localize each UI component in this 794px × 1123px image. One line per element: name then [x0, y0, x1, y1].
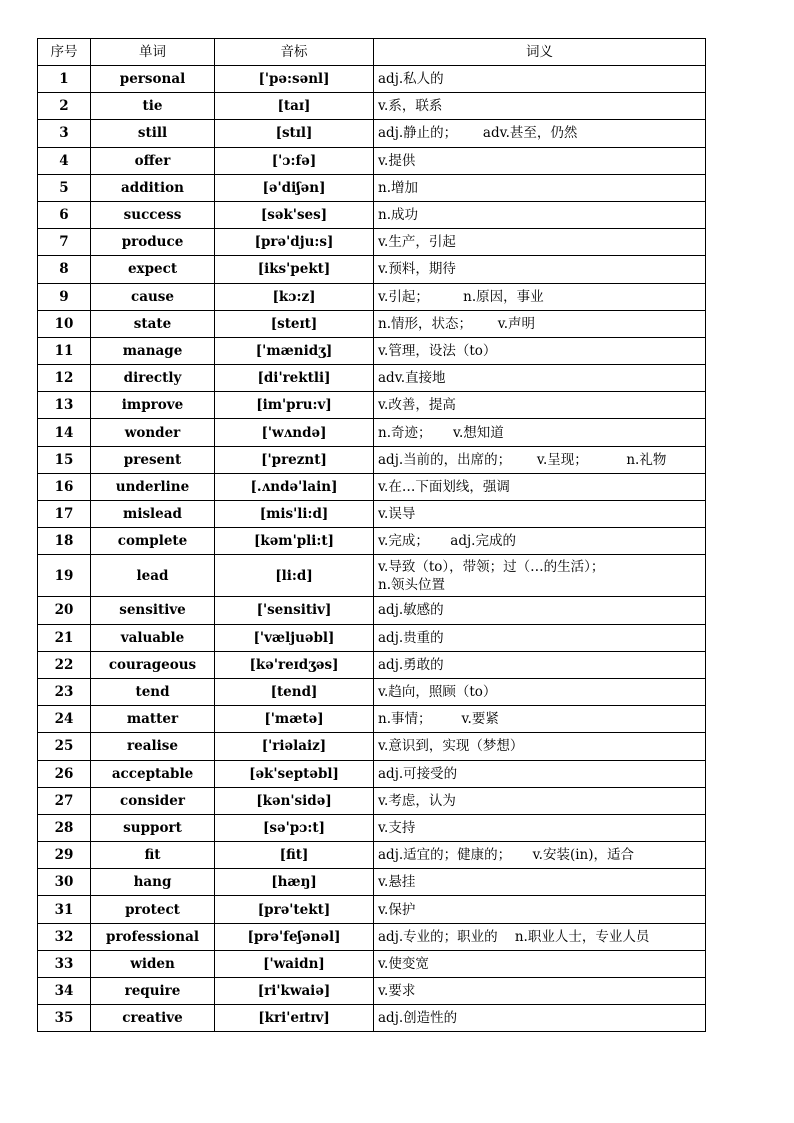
row-word: present	[91, 446, 215, 473]
row-meaning	[374, 93, 706, 120]
row-word: still	[91, 120, 215, 147]
row-word: require	[91, 978, 215, 1005]
meaning-line: v.系，联系	[378, 98, 443, 115]
row-phonetic: [kə'reɪdʒəs]	[215, 651, 374, 678]
row-index: 26	[38, 760, 91, 787]
row-index: 23	[38, 678, 91, 705]
table-row	[38, 120, 706, 147]
meaning-line: v.要求	[378, 983, 416, 1000]
meaning-line: n.事情； v.要紧	[378, 711, 499, 728]
meaning-line: v.提供	[378, 152, 416, 169]
row-word: valuable	[91, 624, 215, 651]
row-word: wonder	[91, 419, 215, 446]
table-row	[38, 950, 706, 977]
meaning-line: adj.创造性的	[378, 1010, 458, 1027]
row-phonetic: [taɪ]	[215, 93, 374, 120]
table-row	[38, 787, 706, 814]
meaning-line: adj.专业的；职业的 n.职业人士，专业人员	[378, 928, 650, 945]
row-meaning	[374, 706, 706, 733]
row-word: directly	[91, 365, 215, 392]
row-word: sensitive	[91, 597, 215, 624]
row-phonetic: [sə'pɔ:t]	[215, 814, 374, 841]
row-meaning	[374, 950, 706, 977]
row-phonetic: [ə'diʃən]	[215, 174, 374, 201]
row-meaning	[374, 555, 706, 597]
row-word: realise	[91, 733, 215, 760]
row-meaning	[374, 337, 706, 364]
row-phonetic: ['wʌndə]	[215, 419, 374, 446]
row-word: widen	[91, 950, 215, 977]
table-row	[38, 528, 706, 555]
row-word: cause	[91, 283, 215, 310]
row-index: 27	[38, 787, 91, 814]
row-index: 18	[38, 528, 91, 555]
row-phonetic: [steɪt]	[215, 310, 374, 337]
row-meaning	[374, 896, 706, 923]
table-body	[38, 66, 706, 1032]
row-phonetic: ['waidn]	[215, 950, 374, 977]
row-word: mislead	[91, 501, 215, 528]
header-meaning: 词义	[374, 39, 706, 66]
row-meaning	[374, 174, 706, 201]
table-row	[38, 501, 706, 528]
table-row	[38, 869, 706, 896]
meaning-line: n.增加	[378, 179, 418, 196]
row-word: creative	[91, 1005, 215, 1032]
table-row	[38, 229, 706, 256]
meaning-line: v.考虑，认为	[378, 792, 456, 809]
meaning-line: v.使变宽	[378, 955, 429, 972]
row-meaning	[374, 842, 706, 869]
row-meaning	[374, 473, 706, 500]
table-row	[38, 624, 706, 651]
row-meaning	[374, 283, 706, 310]
row-index: 7	[38, 229, 91, 256]
table-row	[38, 446, 706, 473]
meaning-line: adj.适宜的；健康的； v.安装(in)，适合	[378, 847, 634, 864]
row-phonetic: ['mætə]	[215, 706, 374, 733]
row-phonetic: [ri'kwaiə]	[215, 978, 374, 1005]
row-meaning	[374, 147, 706, 174]
table-row	[38, 555, 706, 597]
row-meaning	[374, 978, 706, 1005]
meaning-line: n.奇迹； v.想知道	[378, 424, 504, 441]
row-index: 3	[38, 120, 91, 147]
row-phonetic: ['preznt]	[215, 446, 374, 473]
table-row	[38, 337, 706, 364]
table-row	[38, 256, 706, 283]
table-row	[38, 978, 706, 1005]
row-meaning	[374, 446, 706, 473]
row-word: manage	[91, 337, 215, 364]
row-word: underline	[91, 473, 215, 500]
row-phonetic: [li:d]	[215, 555, 374, 597]
meaning-line: adj.可接受的	[378, 765, 458, 782]
row-word: matter	[91, 706, 215, 733]
row-meaning	[374, 923, 706, 950]
row-index: 35	[38, 1005, 91, 1032]
row-meaning	[374, 1005, 706, 1032]
row-index: 25	[38, 733, 91, 760]
meaning-line: adj.私人的	[378, 71, 444, 88]
row-phonetic: [kɔ:z]	[215, 283, 374, 310]
row-meaning	[374, 787, 706, 814]
row-meaning	[374, 733, 706, 760]
row-meaning	[374, 365, 706, 392]
vocabulary-table	[37, 38, 706, 1032]
row-phonetic: [stɪl]	[215, 120, 374, 147]
meaning-line: v.引起； n.原因，事业	[378, 288, 544, 305]
row-phonetic: ['mænidʒ]	[215, 337, 374, 364]
row-index: 13	[38, 392, 91, 419]
row-index: 32	[38, 923, 91, 950]
row-phonetic: [prə'feʃənəl]	[215, 923, 374, 950]
row-index: 29	[38, 842, 91, 869]
row-index: 30	[38, 869, 91, 896]
row-word: produce	[91, 229, 215, 256]
meaning-line: v.生产，引起	[378, 234, 456, 251]
row-phonetic: [.ʌndə'lain]	[215, 473, 374, 500]
row-word: support	[91, 814, 215, 841]
table-row	[38, 174, 706, 201]
meaning-line: adj.静止的； adv.甚至，仍然	[378, 125, 578, 142]
row-word: fit	[91, 842, 215, 869]
row-meaning	[374, 392, 706, 419]
meaning-line: adj.勇敢的	[378, 656, 444, 673]
table-row	[38, 283, 706, 310]
row-index: 1	[38, 66, 91, 93]
row-index: 31	[38, 896, 91, 923]
meaning-line: v.悬挂	[378, 874, 416, 891]
row-index: 33	[38, 950, 91, 977]
table-row	[38, 597, 706, 624]
row-word: expect	[91, 256, 215, 283]
row-word: tend	[91, 678, 215, 705]
meaning-line: adj.当前的，出席的； v.呈现； n.礼物	[378, 451, 667, 468]
meaning-line: v.误导	[378, 506, 416, 523]
meaning-line: v.趋向，照顾（to）	[378, 684, 497, 701]
row-meaning	[374, 201, 706, 228]
table-row	[38, 147, 706, 174]
row-meaning	[374, 651, 706, 678]
row-meaning	[374, 310, 706, 337]
row-meaning	[374, 229, 706, 256]
row-word: success	[91, 201, 215, 228]
table-row	[38, 896, 706, 923]
meaning-line: v.管理，设法（to）	[378, 342, 497, 359]
row-word: improve	[91, 392, 215, 419]
row-word: personal	[91, 66, 215, 93]
row-index: 16	[38, 473, 91, 500]
table-row	[38, 814, 706, 841]
row-word: lead	[91, 555, 215, 597]
meaning-line: v.保护	[378, 901, 416, 918]
row-phonetic: ['pə:sənl]	[215, 66, 374, 93]
row-phonetic: ['riəlaiz]	[215, 733, 374, 760]
table-row	[38, 419, 706, 446]
row-phonetic: [di'rektli]	[215, 365, 374, 392]
table-row	[38, 760, 706, 787]
meaning-line: adj.敏感的	[378, 602, 444, 619]
table-row	[38, 842, 706, 869]
row-index: 4	[38, 147, 91, 174]
row-index: 34	[38, 978, 91, 1005]
row-phonetic: ['væljuəbl]	[215, 624, 374, 651]
table-row	[38, 365, 706, 392]
row-meaning	[374, 814, 706, 841]
row-index: 12	[38, 365, 91, 392]
row-index: 20	[38, 597, 91, 624]
row-index: 11	[38, 337, 91, 364]
meaning-line: n.成功	[378, 207, 418, 224]
row-word: addition	[91, 174, 215, 201]
row-word: state	[91, 310, 215, 337]
row-word: professional	[91, 923, 215, 950]
table-row	[38, 651, 706, 678]
row-meaning	[374, 597, 706, 624]
row-index: 22	[38, 651, 91, 678]
table-row	[38, 733, 706, 760]
row-phonetic: [tend]	[215, 678, 374, 705]
row-meaning	[374, 419, 706, 446]
row-phonetic: [ək'septəbl]	[215, 760, 374, 787]
row-meaning	[374, 66, 706, 93]
table-row	[38, 473, 706, 500]
table-row	[38, 310, 706, 337]
header-phonetic: 音标	[215, 39, 374, 66]
row-phonetic: [prə'dju:s]	[215, 229, 374, 256]
row-index: 17	[38, 501, 91, 528]
meaning-line: adj.贵重的	[378, 629, 444, 646]
row-meaning	[374, 869, 706, 896]
row-word: tie	[91, 93, 215, 120]
row-phonetic: [kri'eɪtɪv]	[215, 1005, 374, 1032]
row-word: courageous	[91, 651, 215, 678]
row-phonetic: ['sensitiv]	[215, 597, 374, 624]
meaning-line: v.导致（to），带领；过（…的生活）；	[378, 558, 605, 575]
row-index: 5	[38, 174, 91, 201]
row-index: 14	[38, 419, 91, 446]
row-index: 10	[38, 310, 91, 337]
row-meaning	[374, 528, 706, 555]
row-index: 28	[38, 814, 91, 841]
header-index: 序号	[38, 39, 91, 66]
row-meaning	[374, 760, 706, 787]
row-phonetic: [prə'tekt]	[215, 896, 374, 923]
row-index: 24	[38, 706, 91, 733]
table-row	[38, 93, 706, 120]
meaning-line: v.在…下面划线，强调	[378, 478, 510, 495]
row-index: 9	[38, 283, 91, 310]
row-word: consider	[91, 787, 215, 814]
meaning-line: v.改善，提高	[378, 397, 456, 414]
table-row	[38, 706, 706, 733]
row-index: 15	[38, 446, 91, 473]
row-meaning	[374, 256, 706, 283]
row-word: protect	[91, 896, 215, 923]
row-meaning	[374, 120, 706, 147]
table-row	[38, 66, 706, 93]
meaning-line: adv.直接地	[378, 370, 446, 387]
row-phonetic: [kəm'pli:t]	[215, 528, 374, 555]
row-phonetic: [im'pru:v]	[215, 392, 374, 419]
table-header-row	[38, 39, 706, 66]
meaning-line: n.情形，状态； v.声明	[378, 315, 536, 332]
row-phonetic: [iks'pekt]	[215, 256, 374, 283]
row-phonetic: [hæŋ]	[215, 869, 374, 896]
row-phonetic: [kən'sidə]	[215, 787, 374, 814]
row-word: hang	[91, 869, 215, 896]
meaning-line: n.领头位置	[378, 576, 445, 593]
row-meaning	[374, 501, 706, 528]
row-index: 19	[38, 555, 91, 597]
table-row	[38, 201, 706, 228]
table-row	[38, 678, 706, 705]
meaning-line: v.预料，期待	[378, 261, 456, 278]
table-row	[38, 923, 706, 950]
row-phonetic: [sək'ses]	[215, 201, 374, 228]
row-phonetic: ['ɔ:fə]	[215, 147, 374, 174]
meaning-line: v.完成； adj.完成的	[378, 533, 516, 550]
meaning-line: v.支持	[378, 819, 416, 836]
row-meaning	[374, 624, 706, 651]
row-phonetic: [fit]	[215, 842, 374, 869]
row-word: offer	[91, 147, 215, 174]
table-row	[38, 392, 706, 419]
meaning-line: v.意识到，实现（梦想）	[378, 738, 524, 755]
row-word: complete	[91, 528, 215, 555]
row-meaning	[374, 678, 706, 705]
row-phonetic: [mis'li:d]	[215, 501, 374, 528]
row-index: 6	[38, 201, 91, 228]
header-word: 单词	[91, 39, 215, 66]
row-index: 21	[38, 624, 91, 651]
row-word: acceptable	[91, 760, 215, 787]
row-index: 8	[38, 256, 91, 283]
row-index: 2	[38, 93, 91, 120]
table-row	[38, 1005, 706, 1032]
